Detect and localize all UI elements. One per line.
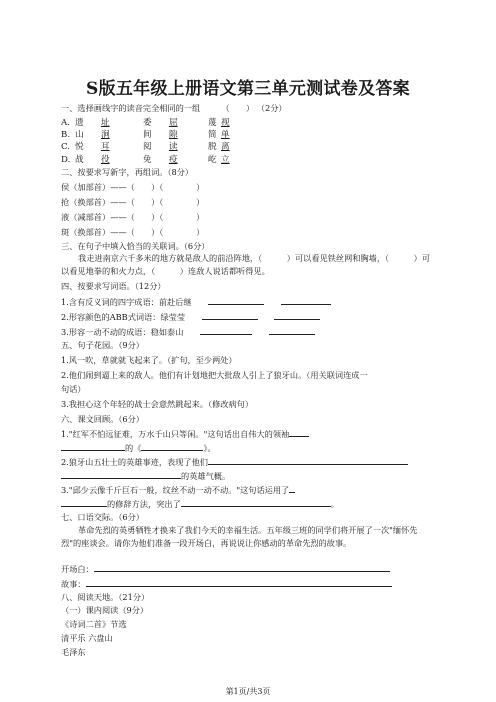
s5-row: 3.我担心这个年轻的战士会意然跳起来。（修改病句） — [61, 399, 254, 409]
s2-row: 侯（加部首）——（ ）（ ） — [61, 182, 205, 192]
answer-blank[interactable] — [269, 326, 315, 335]
opening-answer-line[interactable] — [94, 563, 390, 572]
option-char: 离 — [221, 142, 230, 152]
s6-q3-text: 3."邱少云像千斤巨石一般，纹丝不动一动不动。"这句话运用了 — [61, 485, 290, 495]
s3-passage: 我走进南京六千多米的地方就是敌人的前沿阵地，（ ）可以看见铁丝网和胸墙，（ ）可以看见地拳的和火力点，（ ）连敌人说话都听得见。 — [61, 253, 431, 277]
s4-row-text: 1.含有反义词的四字成语：前赴后继 — [61, 297, 192, 307]
option-char: 屹 — [208, 155, 217, 165]
points: （2分） — [256, 103, 287, 113]
option-char: 址 — [101, 118, 110, 128]
section-1-heading — [61, 103, 287, 114]
s4-row-text: 2.形容颜色的ABB式词语：绿莹莹 — [61, 312, 186, 322]
s7-opening-row — [61, 563, 390, 575]
answer-blank[interactable] — [141, 442, 203, 451]
option-letter: B. — [61, 130, 71, 140]
answer-blank[interactable] — [208, 296, 264, 305]
s6-q2-text: 2.狼牙山五壮士的英雄事迹，表现了他们 — [61, 457, 208, 467]
section-7-heading: 七、口语交际。（6分） — [61, 512, 144, 522]
answer-paren: （ ） — [221, 103, 255, 113]
s7-prompt: 革命先烈的英勇牺牲才换来了我们今天的幸福生活。五年级三班的同学们将开展了一次"缅怀先烈"的座谈会。请你为他们准备一段开场白，再说说让你感动的革命先烈的故事。 — [61, 525, 418, 549]
poem-title: 清平乐 六盘山 — [61, 633, 113, 643]
poem-set-title: 《诗词二首》节选 — [61, 619, 127, 629]
option-letter: A. — [61, 118, 70, 128]
s6-q2-cont — [61, 470, 230, 482]
answer-blank[interactable] — [289, 484, 295, 493]
option-char: 隙 — [169, 130, 178, 140]
option-char: 免 — [143, 155, 152, 165]
answer-blank[interactable] — [289, 428, 309, 437]
s4-row — [61, 326, 315, 338]
answer-blank[interactable] — [202, 311, 258, 320]
s2-row: 抢（换部首）——（ ）（ ） — [61, 197, 205, 207]
answer-blank[interactable] — [274, 311, 320, 320]
answer-blank[interactable] — [200, 326, 252, 335]
option-char: 单 — [221, 130, 230, 140]
option-char: 涧 — [101, 130, 110, 140]
section-3-heading: 三、在句子中填入恰当的关联词。（6分） — [61, 241, 210, 251]
answer-blank[interactable] — [61, 442, 125, 451]
s2-row: 液（减部首）——（ ）（ ） — [61, 212, 205, 222]
option-char: 耳 — [101, 142, 110, 152]
section-4-heading: 四、按要求写词语。（12分） — [61, 281, 166, 291]
section-6-heading: 六、课文回顾。（6分） — [61, 414, 144, 424]
s6-q1-text: 1."红军不怕远征难，万水千山只等闲。"这句话出自伟大的领袖 — [61, 429, 290, 439]
s4-row — [61, 311, 320, 323]
option-char: 立 — [221, 155, 230, 165]
s4-row — [61, 296, 331, 308]
story-answer-line[interactable] — [86, 578, 392, 587]
s6-q3-text: 的修辞方法，突出了 — [107, 499, 181, 509]
option-char: 阅 — [143, 142, 152, 152]
s5-row: 2.他们闹到逼上来的敌人。他们有计划地把大批敌人引上了狼牙山。（用关联词连成一 — [61, 370, 368, 380]
s6-q2 — [61, 456, 408, 468]
story-label: 故事： — [61, 579, 86, 589]
s8-subheading: （一）课内阅读（9分） — [61, 605, 149, 615]
option-char: 遗 — [75, 118, 84, 128]
s6-q3-text: 。 — [330, 499, 339, 509]
option-char: 疫 — [169, 155, 178, 165]
section-1-heading-text: 一、选择画线字的读音完全相同的一组 — [61, 103, 201, 113]
option-char: 役 — [101, 155, 110, 165]
option-char: 视 — [221, 118, 230, 128]
option-char: 读 — [169, 142, 178, 152]
s6-q1-cont — [61, 442, 216, 454]
page-footer: 第1页/共3页 — [225, 687, 271, 696]
poem-author: 毛泽东 — [61, 647, 86, 657]
s6-q2-text: 的英雄气概。 — [181, 471, 231, 481]
option-char: 屈 — [169, 118, 178, 128]
section-8-heading: 八、阅读天地。（21分） — [61, 592, 150, 602]
answer-blank[interactable] — [61, 498, 107, 507]
section-2-heading: 二、按要求写新字，再组词。（8分） — [61, 167, 194, 177]
s4-row-text: 3.形容一动不动的成语：稳如泰山 — [61, 327, 184, 337]
option-char: 脱 — [208, 142, 217, 152]
option-char: 委 — [143, 118, 152, 128]
option-letter: C. — [61, 142, 71, 152]
answer-blank[interactable] — [281, 296, 331, 305]
document-title: S版五年级上册语文第三单元测试卷及答案 — [86, 79, 410, 99]
s2-row: 斑（换部首）——（ ）（ ） — [61, 227, 205, 237]
option-char: 蔑 — [208, 118, 217, 128]
s5-row: 1.风一吹，草就就飞起来了。（扩句，至少两处） — [61, 355, 237, 365]
answer-blank[interactable] — [181, 498, 331, 507]
s6-q3 — [61, 484, 295, 496]
s5-row: 句话） — [61, 384, 86, 394]
option-char: 山 — [75, 130, 84, 140]
answer-blank[interactable] — [61, 470, 181, 479]
option-char: 悦 — [75, 142, 84, 152]
option-letter: D. — [61, 155, 71, 165]
s6-q1 — [61, 428, 309, 440]
s6-q1-text: 》。 — [203, 443, 216, 453]
option-char: 简 — [208, 130, 217, 140]
option-char: 战 — [75, 155, 84, 165]
s6-q1-text: 的《 — [125, 443, 142, 453]
opening-label: 开场白： — [61, 564, 94, 574]
option-char: 间 — [143, 130, 152, 140]
s7-story-row — [61, 578, 392, 590]
section-5-heading: 五、句子花园。（9分） — [61, 340, 144, 350]
answer-blank[interactable] — [208, 456, 408, 465]
s6-q3-cont — [61, 498, 339, 510]
